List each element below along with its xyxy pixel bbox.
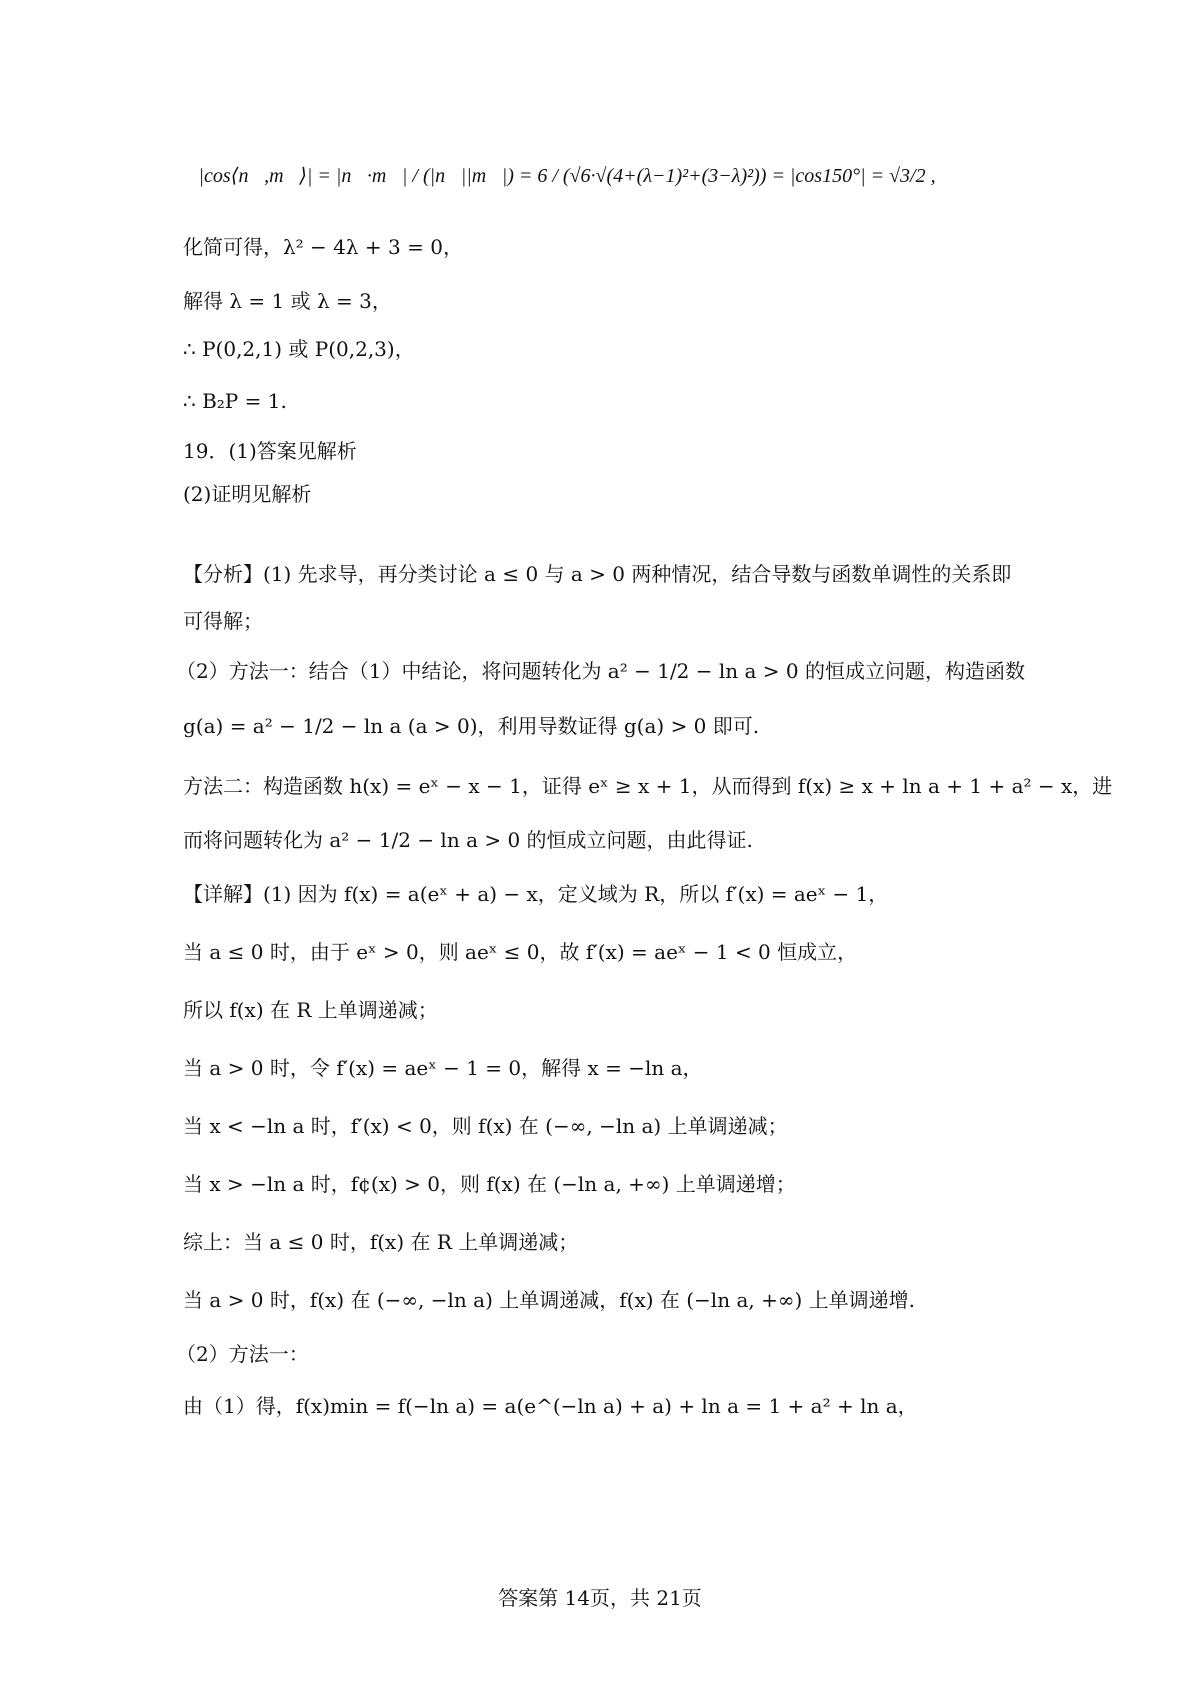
detail-x-greater: 当 x > −ln a 时，f¢(x) > 0，则 f(x) 在 (−ln a, +∞) 上单调递增； — [183, 1172, 796, 1196]
detail-part2-method1: （2）方法一： — [176, 1342, 309, 1366]
detail-summary-1: 综上：当 a ≤ 0 时，f(x) 在 R 上单调递减； — [183, 1230, 579, 1254]
detail-x-less: 当 x < −ln a 时，f′(x) < 0，则 f(x) 在 (−∞, −ln a) 上单调递减； — [183, 1114, 788, 1138]
analysis-part1: 【分析】(1) 先求导，再分类讨论 a ≤ 0 与 a > 0 两种情况，结合导数与函数单调性的关系即 — [183, 562, 1012, 586]
solve-lambda-line: 解得 λ = 1 或 λ = 3， — [183, 289, 392, 313]
analysis-method2-cont: 而将问题转化为 a² − 1/2 − ln a > 0 的恒成立问题，由此得证. — [183, 828, 753, 852]
question-19-part2: (2)证明见解析 — [183, 482, 312, 506]
analysis-part2-method1: （2）方法一：结合（1）中结论，将问题转化为 a² − 1/2 − ln a > 0 的恒成立问题，构造函数 — [176, 659, 1025, 683]
detail-fmin: 由（1）得，f(x)min = f(−ln a) = a(e^(−ln a) + a) + ln a = 1 + a² + ln a， — [183, 1394, 918, 1418]
detail-decreasing: 所以 f(x) 在 R 上单调递减； — [183, 998, 438, 1022]
detail-case-a-gt-0: 当 a > 0 时，令 f′(x) = aeˣ − 1 = 0，解得 x = −ln a， — [183, 1056, 703, 1080]
analysis-part2-method1-cont: g(a) = a² − 1/2 − ln a (a > 0)，利用导数证得 g(a) > 0 即可. — [183, 714, 760, 738]
cos-angle-equation: ∴|cos⟨n⃗,m⃗⟩| = |n⃗·m⃗| / (|n⃗||m⃗|) = 6 / (√6·√(4+(λ−1)²+(3−λ)²)) = |cos150°| = √3/2 , — [183, 165, 936, 187]
detail-case-a-le-0: 当 a ≤ 0 时，由于 eˣ > 0，则 aeˣ ≤ 0，故 f′(x) = aeˣ − 1 < 0 恒成立， — [183, 940, 858, 964]
detail-summary-2: 当 a > 0 时，f(x) 在 (−∞, −ln a) 上单调递减，f(x) 在 (−ln a, +∞) 上单调递增. — [183, 1288, 916, 1312]
point-p-line: ∴ P(0,2,1) 或 P(0,2,3)， — [183, 337, 415, 361]
b2p-line: ∴ B₂P = 1. — [183, 389, 287, 413]
simplify-line: 化简可得，λ² − 4λ + 3 = 0， — [183, 235, 463, 259]
detail-part1: 【详解】(1) 因为 f(x) = a(eˣ + a) − x，定义域为 R，所以 f′(x) = aeˣ − 1， — [183, 882, 889, 906]
page-footer: 答案第 14页，共 21页 — [498, 1586, 702, 1610]
analysis-part1-cont: 可得解； — [183, 609, 263, 633]
question-19-part1: 19．(1)答案见解析 — [183, 439, 357, 463]
analysis-method2: 方法二：构造函数 h(x) = eˣ − x − 1，证得 eˣ ≥ x + 1，从而得到 f(x) ≥ x + ln a + 1 + a² − x，进 — [183, 774, 1113, 798]
